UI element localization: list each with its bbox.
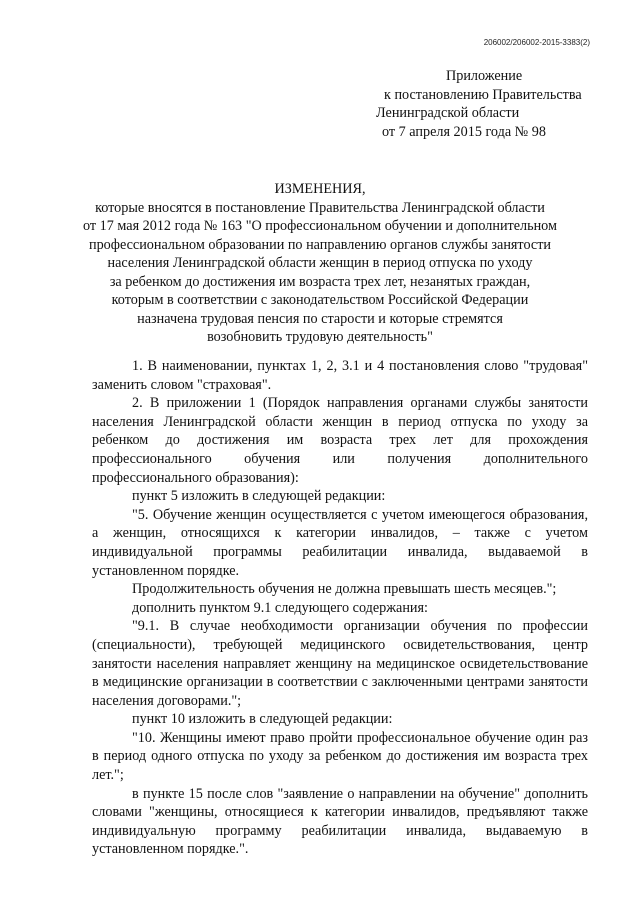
document-body <box>92 357 588 859</box>
appendix-block <box>376 67 582 141</box>
paragraph: дополнить пунктом 9.1 следующего содержания: <box>132 599 428 616</box>
title-line: профессиональном образовании по направлению органов службы занятости <box>88 236 551 253</box>
title-line: которые вносятся в постановление Правительства Ленинградской области <box>95 199 545 216</box>
title-line: населения Ленинградской области женщин в период отпуска по уходу <box>107 255 533 271</box>
document-id: 206002/206002-2015-3383(2) <box>483 38 590 47</box>
paragraph: "9.1. В случае необходимости организации обучения по профессии (специальности), требующей медицинского освидетельствования, центр занятости населения направляет женщину на медицинское освидетельствование в медицинские организации в соответствии с заключенными центрами занятости населения договорами."; <box>92 618 588 709</box>
paragraph: 1. В наименовании, пунктах 1, 2, 3.1 и 4 постановления слово "трудовая" заменить словом "страховая". <box>92 358 588 393</box>
appendix-line: к постановлению Правительства <box>384 86 582 103</box>
paragraph: пункт 5 изложить в следующей редакции: <box>132 488 386 505</box>
paragraph: Продолжительность обучения не должна превышать шесть месяцев."; <box>132 581 557 598</box>
title-line: возобновить трудовую деятельность" <box>207 329 433 345</box>
paragraph: 2. В приложении 1 (Порядок направления органами службы занятости населения Ленинградской области женщин в период отпуска по уходу за ребенком до достижения им возраста трех лет для прохождения профессионального обучения или получения дополнительного профессионального образования): <box>92 395 588 486</box>
appendix-date: от 7 апреля 2015 года № 98 <box>382 123 546 140</box>
appendix-line: Приложение <box>446 68 523 84</box>
paragraph: пункт 10 изложить в следующей редакции: <box>132 711 393 728</box>
document-title <box>0 180 640 347</box>
paragraph: "10. Женщины имеют право пройти профессиональное обучение один раз в период одного отпуска по уходу за ребенком до достижения им возраста трех лет."; <box>92 729 588 784</box>
appendix-line: Ленинградской области <box>376 105 520 121</box>
title-line: назначена трудовая пенсия по старости и которые стремятся <box>137 310 503 327</box>
title-line: которым в соответствии с законодательством Российской Федерации <box>111 292 529 308</box>
paragraph: "5. Обучение женщин осуществляется с учетом имеющегося образования, а женщин, относящихся к категории инвалидов, – также с учетом индивидуальной программы реабилитации инвалида, выдаваемой в установленном порядке. <box>92 506 588 579</box>
title-line: от 17 мая 2012 года № 163 "О профессиональном обучении и дополнительном <box>83 218 557 234</box>
paragraph: в пункте 15 после слов "заявление о направлении на обучение" дополнить словами "женщины, относящиеся к категории инвалидов, предъявляют также индивидуальную программу реабилитации инвалида, выдаваемую в установленном порядке.". <box>92 785 588 858</box>
title-heading: ИЗМЕНЕНИЯ, <box>274 181 366 197</box>
title-line: за ребенком до достижения им возраста трех лет, незанятых граждан, <box>109 273 531 290</box>
